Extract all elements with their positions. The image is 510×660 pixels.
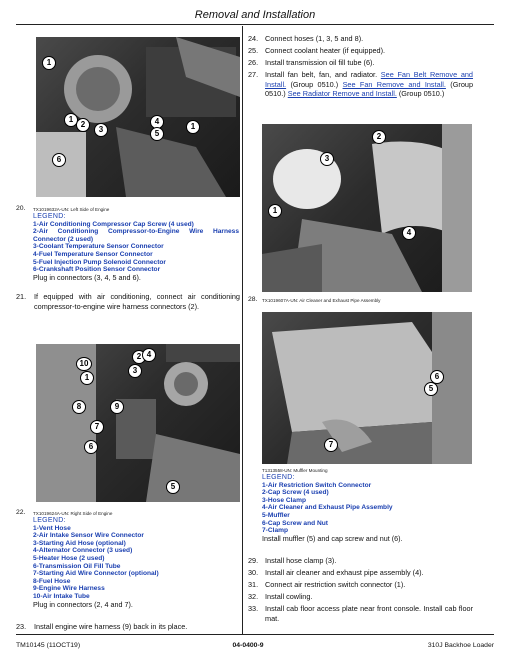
legend-item: 6-Transmission Oil Fill Tube (33, 562, 121, 570)
legend-item: 5-Fuel Injection Pump Solenoid Connector (33, 258, 166, 266)
callout-5: 5 (424, 382, 438, 396)
step-text: Install transmission oil fill tube (6). (265, 58, 375, 67)
muffler-photo (262, 312, 472, 464)
figure-caption: T1313558-UN: Muffler Mounting (262, 468, 328, 473)
legend-item: 1-Vent Hose (33, 524, 71, 532)
step-text: Install cab floor access plate near front console. Install cab floor mat. (265, 604, 473, 623)
callout-4: 4 (402, 226, 416, 240)
callout-5: 5 (150, 127, 164, 141)
legend-item: 7-Starting Aid Wire Connector (optional) (33, 570, 159, 578)
callout-7: 7 (90, 420, 104, 434)
step-text: Install engine wire harness (9) back in its place. (34, 622, 188, 631)
legend-item: 3-Coolant Temperature Sensor Connector (33, 243, 164, 251)
step-33 (248, 604, 473, 623)
callout-6: 6 (52, 153, 66, 167)
step-number: 23. (16, 622, 27, 631)
step-text: Connect coolant heater (if equipped). (265, 46, 386, 55)
step-text: Connect hoses (1, 3, 5 and 8). (265, 34, 364, 43)
step-text: If equipped with air conditioning, connect air conditioning compressor-to-engine wire harness connectors (2). (34, 292, 240, 311)
legend-item: 5-Muffler (262, 511, 290, 519)
header-rule (16, 24, 494, 25)
step-30 (248, 568, 473, 578)
callout-5: 5 (166, 480, 180, 494)
group-ref: (Group 0510.) (290, 79, 339, 89)
legend-item: 7-Clamp (262, 527, 289, 535)
callout-8: 8 (72, 400, 86, 414)
legend-item: 6-Cap Screw and Nut (262, 519, 328, 527)
callout-1: 1 (64, 113, 78, 127)
legend-item: 8-Fuel Hose (33, 577, 71, 585)
step-25 (248, 46, 473, 56)
legend-item: 4-Alternator Connector (3 used) (33, 547, 133, 555)
column-divider (242, 26, 243, 634)
step-24 (248, 34, 473, 44)
figure-caption: TX1019624A-UN: Right Side of Engine (33, 511, 113, 516)
group-ref: (Group 0510.) (265, 79, 474, 98)
callout-1: 1 (186, 120, 200, 134)
step-text: Install fan belt, fan, and radiator. (265, 70, 378, 79)
callout-10: 10 (76, 357, 92, 371)
footer-product: 310J Backhoe Loader (427, 642, 494, 649)
step-23 (16, 622, 240, 632)
step-number: 24. (248, 34, 259, 43)
callout-3: 3 (320, 152, 334, 166)
figure-caption: TX1019632A-UN: Left Side of Engine (33, 207, 110, 212)
install-instruction: Install muffler (5) and cap screw and nut (6). (262, 533, 403, 543)
legend-item: 2-Cap Screw (4 used) (262, 489, 329, 497)
plug-instruction: Plug in connectors (3, 4, 5 and 6). (33, 272, 141, 282)
callout-7: 7 (324, 438, 338, 452)
engine-right-side-photo (36, 344, 240, 502)
legend-item: 10-Air Intake Tube (33, 592, 90, 600)
legend-title: LEGEND: (33, 213, 66, 220)
group-ref: (Group 0510.) (398, 89, 445, 98)
step-number: 29. (248, 556, 259, 565)
step-text: Install cowling. (265, 592, 313, 601)
footer-page-number: 04-0400-9 (232, 642, 264, 649)
step-number-22: 22. (16, 509, 26, 516)
step-text: Install air cleaner and exhaust pipe assembly (4). (265, 568, 424, 577)
figure-caption: TX1019607A-UN: Air Cleaner and Exhaust Pipe Assembly (262, 298, 381, 303)
air-cleaner-photo (262, 124, 472, 292)
step-number-20: 20. (16, 205, 26, 212)
legend-muffler (262, 474, 472, 542)
step-text: Connect air restriction switch connector (1). (265, 580, 406, 589)
callout-1: 1 (80, 371, 94, 385)
step-number-28: 28. (248, 296, 258, 303)
footer-rule (16, 634, 494, 635)
link-radiator[interactable]: See Radiator Remove and Install. (287, 89, 397, 98)
callout-2: 2 (372, 130, 386, 144)
legend-item: 3-Hose Clamp (262, 496, 306, 504)
legend-item: 3-Starting Aid Hose (optional) (33, 539, 126, 547)
legend-item: 4-Air Cleaner and Exhaust Pipe Assembly (262, 504, 393, 512)
legend-item: 9-Engine Wire Harness (33, 585, 105, 593)
step-number: 21. (16, 292, 27, 301)
step-number: 33. (248, 604, 259, 613)
callout-6: 6 (84, 440, 98, 454)
step-text: Install hose clamp (3). (265, 556, 337, 565)
legend-title: LEGEND: (262, 474, 295, 481)
legend-item: 2-Air Conditioning Compressor-to-Engine Wire Harness Connector (2 used) (33, 228, 239, 243)
legend-item: 4-Fuel Temperature Sensor Connector (33, 250, 153, 258)
step-number: 30. (248, 568, 259, 577)
callout-4: 4 (150, 115, 164, 129)
callout-9: 9 (110, 400, 124, 414)
step-number: 32. (248, 592, 259, 601)
legend-step-22 (33, 517, 239, 608)
step-31 (248, 580, 473, 590)
page-title: Removal and Installation (194, 9, 316, 21)
legend-item: 2-Air Intake Sensor Wire Connector (33, 532, 144, 540)
footer-doc-id: TM10145 (11OCT19) (16, 642, 81, 649)
step-29 (248, 556, 473, 566)
link-fan[interactable]: See Fan Remove and Install. (342, 79, 446, 89)
callout-6: 6 (430, 370, 444, 384)
legend-title: LEGEND: (33, 517, 66, 524)
callout-3: 3 (94, 123, 108, 137)
legend-item: 5-Heater Hose (2 used) (33, 554, 105, 562)
step-number: 26. (248, 58, 259, 67)
legend-item: 1-Air Conditioning Compressor Cap Screw (4 used) (33, 220, 194, 228)
plug-instruction: Plug in connectors (2, 4 and 7). (33, 599, 133, 609)
step-number: 27. (248, 70, 259, 79)
step-21 (16, 292, 240, 311)
callout-3: 3 (128, 364, 142, 378)
legend-item: 1-Air Restriction Switch Connector (262, 481, 372, 489)
callout-1: 1 (42, 56, 56, 70)
engine-left-side-photo (36, 37, 240, 197)
step-number: 31. (248, 580, 259, 589)
callout-4: 4 (142, 348, 156, 362)
step-27 (248, 70, 473, 99)
legend-step-20 (33, 213, 239, 281)
callout-1: 1 (268, 204, 282, 218)
step-26 (248, 58, 473, 68)
legend-item: 6-Crankshaft Position Sensor Connector (33, 266, 161, 274)
step-32 (248, 592, 473, 602)
callout-2: 2 (132, 350, 146, 364)
step-number: 25. (248, 46, 259, 55)
link-fan-belt[interactable]: See Fan Belt Remove and Install. (265, 70, 473, 89)
callout-2: 2 (76, 118, 90, 132)
